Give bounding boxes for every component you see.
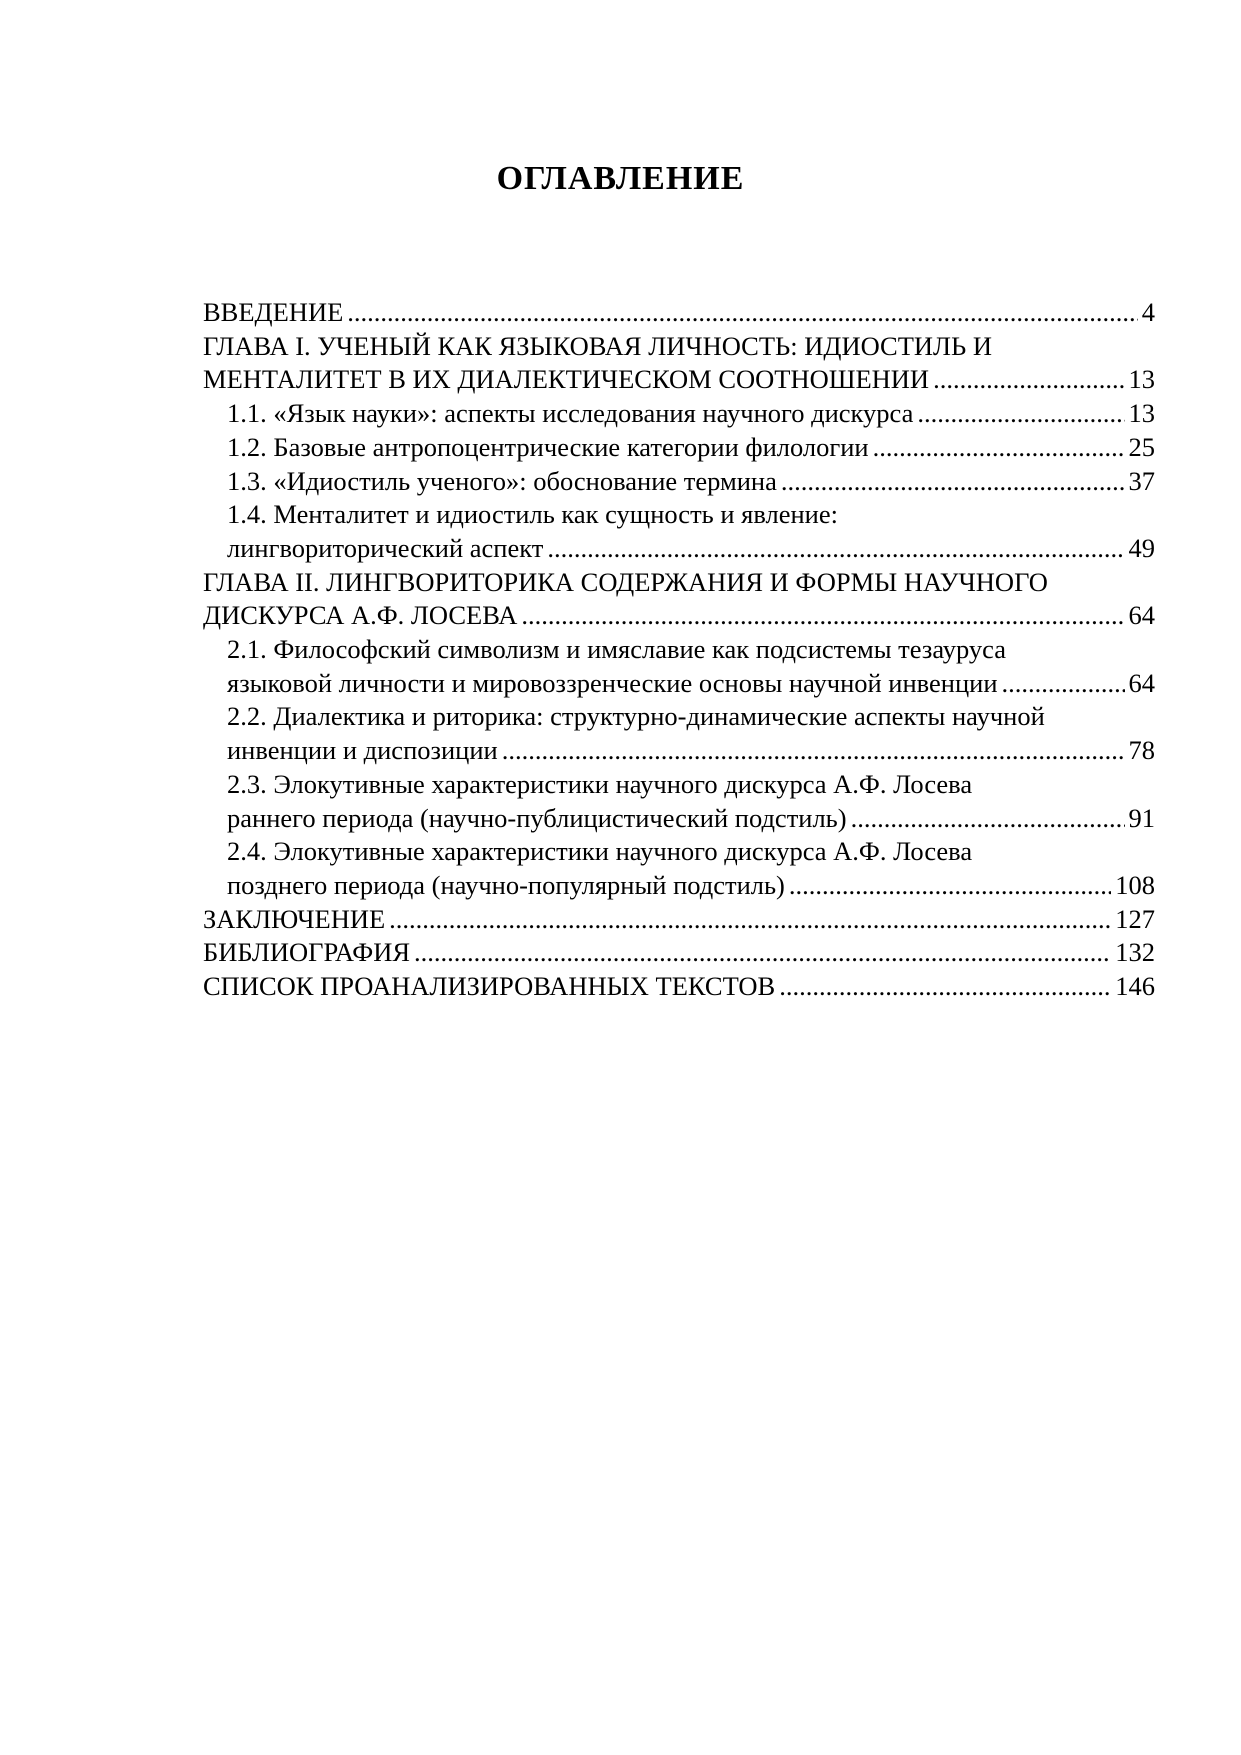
toc-entry-last-line (227, 734, 1155, 768)
toc-page-number: 127 (1115, 903, 1155, 934)
toc-entry-title: СПИСОК ПРОАНАЛИЗИРОВАННЫХ ТЕКСТОВ (203, 971, 776, 1002)
toc-page-number: 64 (1128, 667, 1155, 698)
toc-entry-title: раннего периода (научно-публицистический подстиль) (227, 802, 847, 833)
toc-entry-title: позднего периода (научно-популярный подстиль) (227, 869, 785, 900)
dot-leader (547, 532, 1124, 566)
toc-entry-last-line (227, 465, 1155, 499)
toc-entry-line: 2.2. Диалектика и риторика: структурно-динамические аспекты научной (227, 701, 1045, 732)
toc-entry-line: 2.1. Философский символизм и имяславие как подсистемы тезауруса (227, 634, 1006, 665)
dot-leader (502, 734, 1125, 768)
toc-entry-last-line (227, 869, 1155, 903)
dot-leader (521, 599, 1124, 633)
toc-page-number: 25 (1128, 431, 1155, 462)
toc-page-number: 13 (1128, 398, 1155, 429)
toc-entry-title: языковой личности и мировоззренческие основы научной инвенции (227, 667, 998, 698)
toc-entry-last-line (203, 970, 1155, 1004)
toc-entry[interactable] (203, 970, 1155, 1004)
dot-leader (789, 869, 1111, 903)
toc-entry-last-line (203, 599, 1155, 633)
toc-entry-title: 1.1. «Язык науки»: аспекты исследования научного дискурса (227, 398, 914, 429)
toc-entry-title: инвенции и диспозиции (227, 735, 498, 766)
toc-entry-title: ВВЕДЕНИЕ (203, 297, 344, 327)
toc-entry[interactable] (203, 498, 1155, 565)
toc-entry-last-line (227, 397, 1155, 431)
toc-entry[interactable] (203, 566, 1155, 633)
toc-page-number: 78 (1128, 735, 1155, 766)
toc-page-number: 146 (1115, 971, 1155, 1002)
toc-entry-last-line (203, 936, 1155, 970)
toc-entry-title: лингвориторический аспект (227, 532, 544, 563)
dot-leader (1002, 667, 1125, 701)
toc-entry-title: 1.2. Базовые антропоцентрические категории филологии (227, 431, 869, 462)
toc-entry[interactable] (203, 903, 1155, 937)
dot-leader (389, 903, 1111, 937)
toc-entry[interactable] (203, 700, 1155, 767)
toc-entry-line: 2.3. Элокутивные характеристики научного дискурса А.Ф. Лосева (227, 768, 973, 799)
toc-page-number: 4 (1141, 297, 1155, 327)
toc-page-number: 108 (1115, 869, 1155, 900)
toc-entry[interactable] (203, 330, 1155, 397)
toc-entry[interactable] (203, 633, 1155, 700)
toc-entry-last-line (203, 363, 1155, 397)
toc-entry-title: БИБЛИОГРАФИЯ (203, 937, 411, 968)
dot-leader (347, 296, 1137, 330)
toc-entry-last-line (227, 431, 1155, 465)
page-title: ОГЛАВЛЕНИЕ (496, 160, 745, 197)
toc-entry[interactable] (203, 465, 1155, 499)
toc-entry-title: 1.3. «Идиостиль ученого»: обоснование термина (227, 465, 777, 496)
toc-entry-last-line (203, 296, 1155, 330)
toc-entry[interactable] (203, 296, 1155, 330)
toc-entry[interactable] (203, 835, 1155, 902)
dot-leader (781, 465, 1125, 499)
toc-entry-title: МЕНТАЛИТЕТ В ИХ ДИАЛЕКТИЧЕСКОМ СООТНОШЕНИИ (203, 364, 930, 395)
toc-page-number: 91 (1128, 802, 1155, 833)
toc-entry[interactable] (203, 431, 1155, 465)
toc-page-number: 49 (1128, 532, 1155, 563)
toc-entry-last-line (227, 667, 1155, 701)
toc-entry-last-line (203, 903, 1155, 937)
toc-entry-line: 2.4. Элокутивные характеристики научного дискурса А.Ф. Лосева (227, 836, 973, 867)
toc-entry-line: ГЛАВА I. УЧЕНЫЙ КАК ЯЗЫКОВАЯ ЛИЧНОСТЬ: ИДИОСТИЛЬ И (203, 330, 992, 361)
dot-leader (414, 936, 1111, 970)
dot-leader (917, 397, 1124, 431)
toc-entry-last-line (227, 532, 1155, 566)
table-of-contents (203, 296, 1155, 1004)
toc-entry-last-line (227, 802, 1155, 836)
toc-entry-line: ГЛАВА II. ЛИНГВОРИТОРИКА СОДЕРЖАНИЯ И ФОРМЫ НАУЧНОГО (203, 566, 1048, 597)
toc-page-number: 13 (1128, 364, 1155, 395)
toc-page-number: 64 (1128, 600, 1155, 631)
dot-leader (779, 970, 1111, 1004)
toc-entry-line: 1.4. Менталитет и идиостиль как сущность и явление: (227, 499, 838, 530)
dot-leader (873, 431, 1125, 465)
dot-leader (933, 363, 1124, 397)
toc-entry-title: ЗАКЛЮЧЕНИЕ (203, 903, 386, 934)
toc-entry-title: ДИСКУРСА А.Ф. ЛОСЕВА (203, 600, 518, 631)
dot-leader (851, 802, 1125, 836)
toc-entry[interactable] (203, 768, 1155, 835)
toc-page-number: 132 (1115, 937, 1155, 968)
toc-entry[interactable] (203, 936, 1155, 970)
toc-page-number: 37 (1128, 465, 1155, 496)
toc-entry[interactable] (203, 397, 1155, 431)
